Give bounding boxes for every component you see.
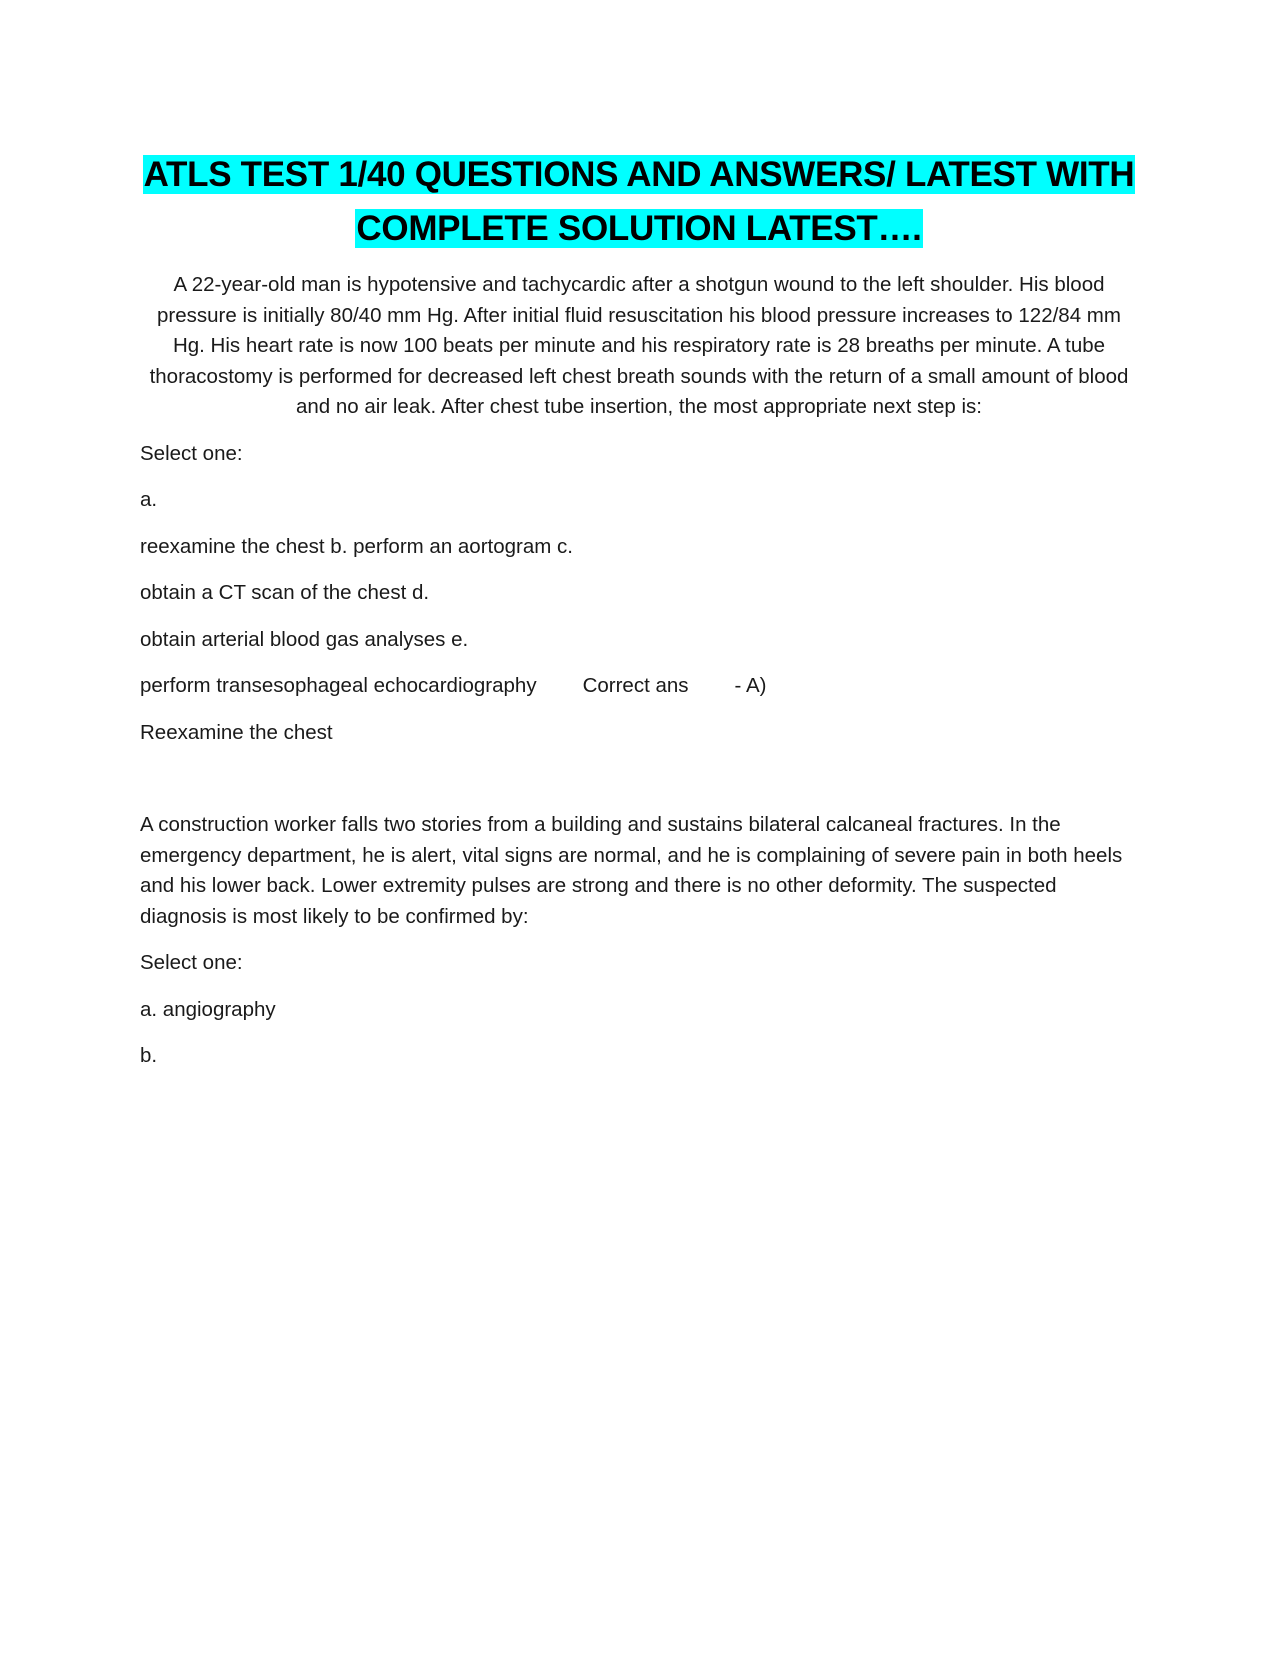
question-1-option-line: a. [140,488,158,511]
question-1-answer: Reexamine the chest [140,720,333,744]
question-1-last-option: perform transesophageal echocardiography [140,674,537,697]
question-1-option-line: obtain arterial blood gas analyses e. [140,627,469,651]
question-1-stem: A 22-year-old man is hypotensive and tachycardic after a shotgun wound to the left shoulder. His blood pressure is initially 80/40 mm Hg. After initial fluid resuscitation his blood pressure increases to 122/84 mm Hg. His heart rate is now 100 beats per minute and his respiratory rate is 28 breaths per minute. A tube thoracostomy is performed for decreased left chest breath sounds with the return of a small amount of blood and no air leak. After chest tube insertion, the most appropriate next step is: [149,273,1129,418]
question-2-option-line: b. [140,1044,158,1067]
document-title [140,148,1138,256]
question-1-last-option-line [140,671,1138,702]
correct-answer-label: Correct ans [582,674,689,697]
title-line-2: COMPLETE SOLUTION LATEST…. [356,209,922,248]
question-2-select-label: Select one: [140,951,243,974]
question-2-option-line: a. angiography [140,997,276,1021]
question-1-option-line: reexamine the chest b. perform an aortogram c. [140,534,573,558]
question-1-select-label: Select one: [140,441,243,465]
document-page [140,148,1138,1072]
correct-answer-marker: - A) [734,674,767,697]
title-line-1: ATLS TEST 1/40 QUESTIONS AND ANSWERS/ LATEST WITH [143,155,1135,194]
question-2-stem: A construction worker falls two stories from a building and sustains bilateral calcaneal fractures. In the emergency department, he is alert, vital signs are normal, and he is complaining of severe pain in both heels and his lower back. Lower extremity pulses are strong and there is no other deformity. The suspected diagnosis is most likely to be confirmed by: [140,813,1123,928]
question-1-option-line: obtain a CT scan of the chest d. [140,581,430,604]
